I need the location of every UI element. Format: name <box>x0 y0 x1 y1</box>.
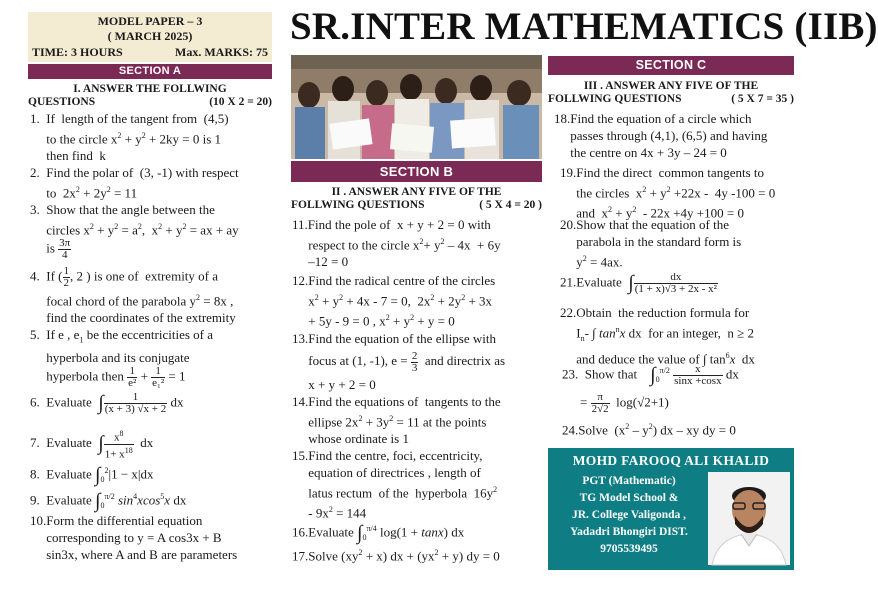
question-2: 2. Find the polar of (3, -1) with respect to $2x^2 + 2y^2 = 11$ <box>30 165 239 201</box>
question-10: 10.Form the differential equation corresponding to y = A cos3x + B sin3x, where A and B are parameters <box>30 513 238 562</box>
question-23: 23. Show that $\int_0^{\pi/2}$ $\frac{x}{\sin x +\cos x}$ dx <box>562 362 739 387</box>
question-18: 18.Find the equation of a circle which passes through (4,1), (6,5) and having the centre on 4x + 3y – 24 = 0 <box>554 111 768 160</box>
teacher-college: JR. College Valigonda , <box>571 509 687 521</box>
question-17: 17.Solve $(xy^2 + x)$ dx + $(yx^2 + y)$ dy = 0 <box>292 548 500 564</box>
question-24: 24.Solve $(x^2 - y^2)$ dx – xy dy = 0 <box>562 422 736 438</box>
section-b-heading: II . ANSWER ANY FIVE OF THE <box>331 186 502 198</box>
question-5: 5. If e , $e_1$ be the eccentricities of a hyperbola and its conjugate hyperbola then $\frac{1}{\text{e²}}$ + $\frac{1}{\text{e₁²}}$ = 1 <box>30 327 214 389</box>
teacher-phone: 9705539495 <box>600 543 658 555</box>
section-c-banner: SECTION C <box>548 56 794 75</box>
section-a-banner: SECTION A <box>28 64 272 79</box>
teacher-name: MOHD FAROOQ ALI KHALID <box>572 453 770 468</box>
question-11: 11.Find the pole of x + y + 2 = 0 with respect to the circle $x^2+ y^2 - 4x + 6y$ –12 = 0 <box>292 217 501 270</box>
question-4: 4. If ( $\frac{1}{2}$ , 2 ) is one of extremity of a focal chord of the parabola $y^2 = 8x$ , find the coordinates of the extremity <box>30 265 236 326</box>
question-16: 16.Evaluate $\int_0^{\pi/4}$ log(1 + tanx) dx <box>292 521 465 544</box>
teacher-details <box>554 473 704 558</box>
section-c-heading: III . ANSWER ANY FIVE OF THE <box>583 80 759 92</box>
section-c-marks: ( 5 X 7 = 35 ) <box>731 93 794 105</box>
question-23-result: = $\frac{\pi}{2√2}$ log(√2+1) <box>580 391 669 415</box>
question-19: 19.Find the direct common tangents to the circles $x^2 + y^2 +22x - 4y$ -100 = 0 and $x^2 + y^2 - 22x +4y +100 = 0$ <box>560 165 776 221</box>
paper-number: MODEL PAPER – 3 <box>97 14 203 28</box>
question-20: 20.Show that the equation of the parabola in the standard form is $y^2 = 4ax$. <box>560 217 742 270</box>
question-8: 8. Evaluate $\int_0^2|1 - x|dx$ <box>30 463 154 486</box>
exam-session: ( MARCH 2025) <box>107 29 193 43</box>
question-1: 1. If length of the tangent from (4,5) to the circle $x^2 + y^2 + 2ky = 0$ is 1 then find k <box>30 111 229 164</box>
exam-time: TIME: 3 HOURS <box>32 45 123 59</box>
section-a-heading: I. ANSWER THE FOLLWING <box>73 83 227 95</box>
teacher-district: Yadadri Bhongiri DIST. <box>570 526 688 538</box>
question-7: 7. Evaluate ∫ $\frac{x^8}{1+ x^{18}}$ dx <box>30 429 154 461</box>
section-a-heading-2: QUESTIONS <box>28 96 96 108</box>
question-6: 6. Evaluate ∫ $\frac{1}{(x + 3) √x + 2}$ dx <box>30 391 184 415</box>
section-b-heading-2: FOLLWING QUESTIONS <box>291 199 425 211</box>
question-15: 15.Find the centre, foci, eccentricity, equation of directrices , length of latus rectum of the hyperbola $16y^2$ - $9x^2 = 144$ <box>292 448 498 521</box>
question-3: 3. Show that the angle between the circles $x^2 + y^2 = a^2$, $x^2 + y^2$ = ax + ay is $\frac{3\pi}{4}$ <box>30 202 239 262</box>
teacher-school: TG Model School & <box>579 492 679 504</box>
students-reading-photo <box>291 55 542 159</box>
section-a-marks: (10 X 2 = 20) <box>209 96 272 108</box>
question-14: 14.Find the equations of tangents to the ellipse $2x^2 + 3y^2 = 11$ at the points whose ordinate is 1 <box>292 394 501 447</box>
teacher-portrait-photo <box>708 472 790 565</box>
exam-max-marks: Max. MARKS: 75 <box>175 45 268 59</box>
question-12: 12.Find the radical centre of the circles $x^2 + y^2 + 4x - 7 = 0$, $2x^2 + 2y^2 + 3x$ + 5y - 9 = 0 , $x^2 + y^2 + y = 0$ <box>292 273 496 329</box>
section-c-heading-2: FOLLWING QUESTIONS <box>548 93 682 105</box>
exam-info-box <box>28 12 272 62</box>
question-9: 9. Evaluate $\int_0^{\pi/2}$ $\sin^4xcos^5x$ dx <box>30 489 187 512</box>
teacher-credit-box <box>548 448 794 570</box>
page-title: SR.INTER MATHEMATICS (IIB) <box>290 5 878 48</box>
section-b-marks: ( 5 X 4 = 20 ) <box>479 199 542 211</box>
question-21: 21.Evaluate ∫ $\frac{dx}{\text{(1 + x)√3 + 2x - x²}}$ <box>560 271 717 295</box>
question-22: 22.Obtain the reduction formula for $I_n-$ ∫ $\tan^nx$ dx for an integer, n ≥ 2 and deduce the value of ∫ $\tan^6x$ dx <box>560 305 755 367</box>
section-b-banner: SECTION B <box>291 161 542 182</box>
question-13: 13.Find the equation of the ellipse with focus at (1, -1), e = $\frac{2}{3}$ and directrix as x + y + 2 = 0 <box>292 331 506 392</box>
teacher-designation: PGT (Mathematic) <box>582 475 676 487</box>
